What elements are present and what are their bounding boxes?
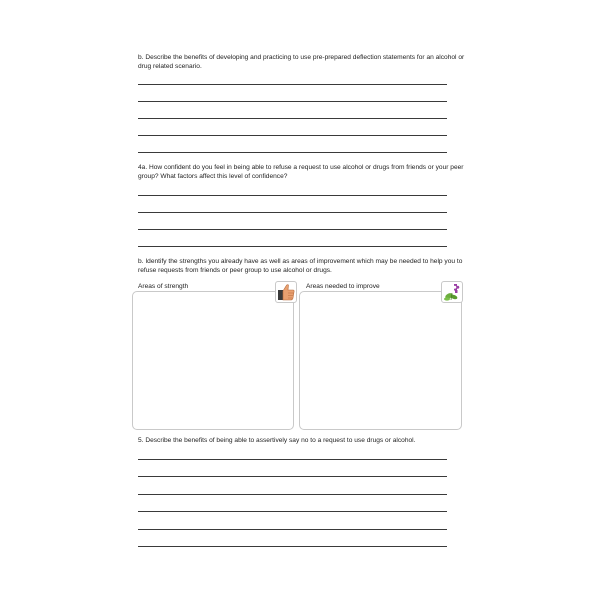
areas-of-strength-label: Areas of strength <box>138 283 189 290</box>
question-strengths: b. Identify the strengths you already have as well as areas of improvement which may be needed to help you to refuse requests from friends or peer group to use alcohol or drugs. <box>138 258 463 274</box>
answer-line[interactable] <box>138 546 447 547</box>
answer-line[interactable] <box>138 229 447 230</box>
question-assertive-no: 5. Describe the benefits of being able to assertively say no to a request to use drugs or alcohol. <box>138 437 416 444</box>
answer-line[interactable] <box>138 246 447 247</box>
puzzle-plant-icon <box>441 281 463 303</box>
answer-line[interactable] <box>138 494 447 495</box>
areas-to-improve-label: Areas needed to improve <box>306 283 380 290</box>
answer-line[interactable] <box>138 101 447 102</box>
answer-line[interactable] <box>138 152 447 153</box>
question-deflection-statements: b. Describe the benefits of developing and practicing to use pre-prepared deflection statements for an alcohol or drug related scenario. <box>138 54 465 70</box>
answer-line[interactable] <box>138 84 447 85</box>
answer-line[interactable] <box>138 511 447 512</box>
answer-line[interactable] <box>138 135 447 136</box>
answer-line[interactable] <box>138 118 447 119</box>
areas-of-strength-box[interactable] <box>132 291 294 430</box>
thumbs-up-icon <box>275 281 297 303</box>
answer-line[interactable] <box>138 529 447 530</box>
answer-line[interactable] <box>138 476 447 477</box>
answer-line[interactable] <box>138 195 447 196</box>
answer-line[interactable] <box>138 459 447 460</box>
question-confidence: 4a. How confident do you feel in being able to refuse a request to use alcohol or drugs from friends or your peer group? What factors affect this level of confidence? <box>138 164 464 180</box>
areas-to-improve-box[interactable] <box>299 291 462 430</box>
answer-line[interactable] <box>138 212 447 213</box>
